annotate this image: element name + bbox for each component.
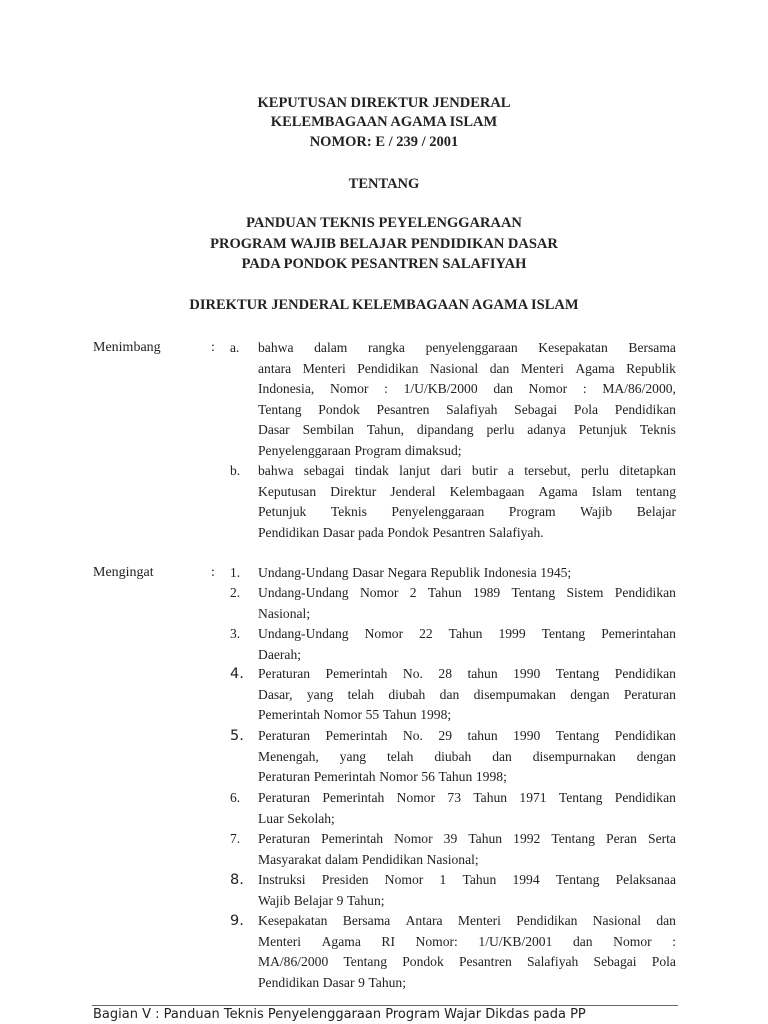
text-line: Wajib Belajar 9 Tahun; xyxy=(258,892,385,908)
text-line: Daerah; xyxy=(258,646,302,662)
list-item-text xyxy=(258,870,676,911)
text-line: Nasional; xyxy=(258,605,311,621)
list-item-text xyxy=(258,563,676,584)
list-item-number: 9. xyxy=(230,913,244,929)
text-line: Penyelenggaraan Program dimaksud; xyxy=(258,442,462,458)
text-line: MA/86/2000 Tentang Pondok Pesantren Salafiyah Sebagai Pola xyxy=(258,954,676,970)
list-item-number: 3. xyxy=(230,626,241,641)
text-line: Kesepakatan Bersama Antara Menteri Pendidikan Nasional dan xyxy=(258,913,676,928)
section-label: Mengingat xyxy=(93,565,154,580)
text-line: bahwa sebagai tindak lanjut dari butir a tersebut, perlu ditetapkan xyxy=(258,463,676,478)
decree-number: NOMOR: E / 239 / 2001 xyxy=(309,134,459,150)
list-item-number: 2. xyxy=(230,585,241,600)
list-item-number: b. xyxy=(230,463,241,478)
text-line: Pendidikan Dasar 9 Tahun; xyxy=(258,974,407,990)
list-item-text xyxy=(258,583,676,624)
text-line: Peraturan Pemerintah No. 28 tahun 1990 Tentang Pendidikan xyxy=(258,666,676,681)
text-line: Undang-Undang Nomor 2 Tahun 1989 Tentang Sistem Pendidikan xyxy=(258,585,676,600)
list-item-number: 8. xyxy=(230,872,244,888)
list-item-number: a. xyxy=(230,340,240,355)
text-line: Menteri Agama RI Nomor: 1/U/KB/2001 dan Nomor : xyxy=(258,933,676,949)
list-item-number: 7. xyxy=(230,831,241,846)
text-line: Indonesia, Nomor : 1/U/KB/2000 dan Nomor : MA/86/2000, xyxy=(258,381,676,397)
text-line: Undang-Undang Nomor 22 Tahun 1999 Tentang Pemerintahan xyxy=(258,626,676,641)
footer-text: Bagian V : Panduan Teknis Penyelenggaraan Program Wajar Dikdas pada PP xyxy=(93,1007,586,1022)
text-line: antara Menteri Pendidikan Nasional dan Menteri Agama Republik xyxy=(258,360,676,376)
text-line: Peraturan Pemerintah Nomor 56 Tahun 1998; xyxy=(258,769,507,785)
text-line: Tentang Pondok Pesantren Salafiyah Sebagai Pola Pendidikan xyxy=(258,401,676,417)
subject-line-3: PADA PONDOK PESANTREN SALAFIYAH xyxy=(241,256,527,272)
list-item-text xyxy=(258,788,676,829)
tentang-heading: TENTANG xyxy=(348,176,420,192)
footer-divider xyxy=(92,1005,678,1006)
section-label: Menimbang xyxy=(93,340,161,355)
text-line: Instruksi Presiden Nomor 1 Tahun 1994 Tentang Pelaksanaa xyxy=(258,872,676,887)
list-item-number: 5. xyxy=(230,728,244,744)
text-line: Undang-Undang Dasar Negara Republik Indonesia 1945; xyxy=(258,565,572,580)
list-item-number: 6. xyxy=(230,790,241,805)
decree-institution: KELEMBAGAAN AGAMA ISLAM xyxy=(270,114,498,130)
text-line: Peraturan Pemerintah Nomor 73 Tahun 1971 Tentang Pendidikan xyxy=(258,790,676,805)
list-item-text xyxy=(258,911,676,993)
text-line: Dasar Sembilan Tahun, dipandang perlu adanya Petunjuk Teknis xyxy=(258,422,676,438)
text-line: Menengah, yang telah diubah dan disempurnakan dengan xyxy=(258,748,676,764)
section-colon: : xyxy=(211,565,215,580)
list-item-text xyxy=(258,829,676,870)
text-line: Pendidikan Dasar pada Pondok Pesantren Salafiyah. xyxy=(258,524,544,540)
authority-heading: DIREKTUR JENDERAL KELEMBAGAAN AGAMA ISLAM xyxy=(189,297,579,313)
list-item-text xyxy=(258,338,676,462)
text-line: Peraturan Pemerintah No. 29 tahun 1990 Tentang Pendidikan xyxy=(258,728,676,743)
text-line: Luar Sekolah; xyxy=(258,810,335,826)
text-line: Dasar, yang telah diubah dan disempumakan dengan Peraturan xyxy=(258,686,676,702)
text-line: bahwa dalam rangka penyelenggaraan Kesepakatan Bersama xyxy=(258,340,676,355)
text-line: Pemerintah Nomor 55 Tahun 1998; xyxy=(258,707,452,723)
subject-line-2: PROGRAM WAJIB BELAJAR PENDIDIKAN DASAR xyxy=(210,236,558,252)
list-item-text xyxy=(258,664,676,726)
text-line: Petunjuk Teknis Penyelenggaraan Program Wajib Belajar xyxy=(258,504,676,520)
section-colon: : xyxy=(211,340,215,355)
list-item-text xyxy=(258,624,676,665)
list-item-number: 4. xyxy=(230,666,244,682)
text-line: Masyarakat dalam Pendidikan Nasional; xyxy=(258,851,479,867)
decree-title: KEPUTUSAN DIREKTUR JENDERAL xyxy=(257,95,511,111)
list-item-number: 1. xyxy=(230,565,241,580)
text-line: Keputusan Direktur Jenderal Kelembagaan Agama Islam tentang xyxy=(258,483,676,499)
text-line: Peraturan Pemerintah Nomor 39 Tahun 1992 Tentang Peran Serta xyxy=(258,831,676,846)
list-item-text xyxy=(258,726,676,788)
list-item-text xyxy=(258,461,676,543)
subject-line-1: PANDUAN TEKNIS PEYELENGGARAAN xyxy=(246,215,522,231)
